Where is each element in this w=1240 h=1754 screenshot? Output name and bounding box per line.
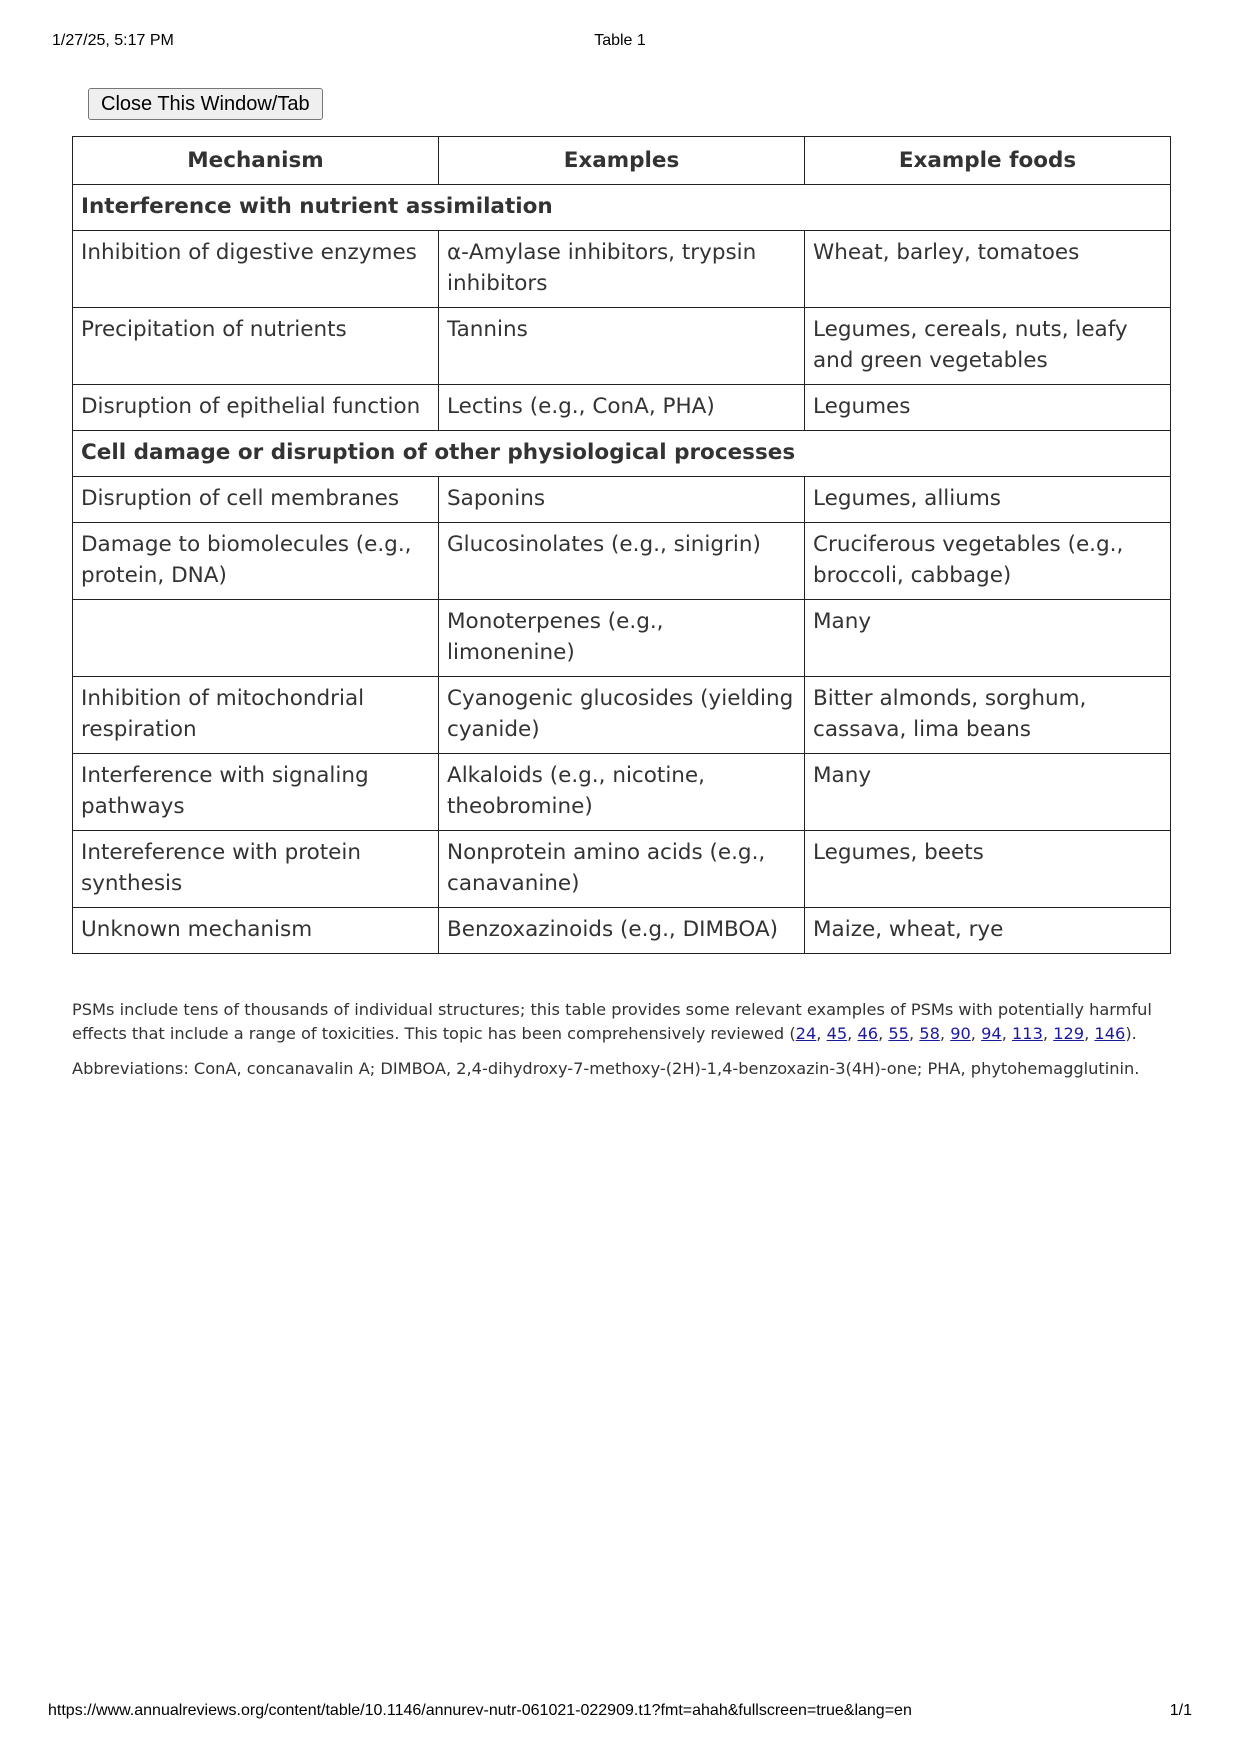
section-title: Interference with nutrient assimilation <box>73 185 1171 231</box>
footnote-paragraph: PSMs include tens of thousands of individual structures; this table provides some relevant examples of PSMs with potentially harmful effects that include a range of toxicities. This topic has been comprehensively reviewed (24, 45, 46, 55, 58, 90, 94, 113, 129, 146). <box>72 1000 1152 1043</box>
reference-link[interactable]: 94 <box>981 1024 1002 1043</box>
column-header-examples: Examples <box>439 137 805 185</box>
table-row <box>73 908 1171 954</box>
page-number: 1/1 <box>1169 1702 1192 1719</box>
example-foods-cell: Maize, wheat, rye <box>805 908 1171 954</box>
examples-cell: Glucosinolates (e.g., sinigrin) <box>439 523 805 600</box>
reference-link[interactable]: 146 <box>1094 1024 1126 1043</box>
table-row <box>73 831 1171 908</box>
example-foods-cell: Legumes, cereals, nuts, leafy and green vegetables <box>805 308 1171 385</box>
table-notes <box>72 998 1162 1092</box>
mechanism-cell: Precipitation of nutrients <box>73 308 439 385</box>
examples-cell: Cyanogenic glucosides (yielding cyanide) <box>439 677 805 754</box>
reference-link[interactable]: 113 <box>1012 1024 1043 1043</box>
mechanism-cell: Disruption of epithelial function <box>73 385 439 431</box>
mechanism-cell: Disruption of cell membranes <box>73 477 439 523</box>
reference-link[interactable]: 46 <box>857 1024 879 1043</box>
table-row <box>73 677 1171 754</box>
example-foods-cell: Legumes, alliums <box>805 477 1171 523</box>
example-foods-cell: Many <box>805 754 1171 831</box>
mechanism-cell: Damage to biomolecules (e.g., protein, DNA) <box>73 523 439 600</box>
mechanism-cell: Intereference with protein synthesis <box>73 831 439 908</box>
example-foods-cell: Wheat, barley, tomatoes <box>805 231 1171 308</box>
example-foods-cell: Many <box>805 600 1171 677</box>
section-row <box>73 185 1171 231</box>
mechanism-cell: Inhibition of digestive enzymes <box>73 231 439 308</box>
examples-cell: Nonprotein amino acids (e.g., canavanine) <box>439 831 805 908</box>
mechanism-cell: Unknown mechanism <box>73 908 439 954</box>
reference-link[interactable]: 55 <box>888 1024 909 1043</box>
examples-cell: Monoterpenes (e.g., limonenine) <box>439 600 805 677</box>
mechanism-cell <box>73 600 439 677</box>
table-row <box>73 385 1171 431</box>
reference-link[interactable]: 90 <box>950 1024 971 1043</box>
footnote-text: PSMs include tens of thousands of individual structures; this table provides some relevant examples of PSMs with potentially harmful effects that include a range of toxicities. This topic has been comprehensively reviewed ( <box>72 1000 1152 1043</box>
psm-table <box>72 136 1171 954</box>
table-header-row <box>73 137 1171 185</box>
table-row <box>73 477 1171 523</box>
examples-cell: Lectins (e.g., ConA, PHA) <box>439 385 805 431</box>
print-title: Table 1 <box>594 32 646 49</box>
column-header-mechanism: Mechanism <box>73 137 439 185</box>
mechanism-cell: Inhibition of mitochondrial respiration <box>73 677 439 754</box>
table-row <box>73 754 1171 831</box>
table-row <box>73 523 1171 600</box>
example-foods-cell: Cruciferous vegetables (e.g., broccoli, cabbage) <box>805 523 1171 600</box>
table-row <box>73 308 1171 385</box>
reference-link[interactable]: 45 <box>826 1024 848 1043</box>
print-footer <box>48 1702 1192 1724</box>
examples-cell: Tannins <box>439 308 805 385</box>
reference-link[interactable]: 129 <box>1053 1024 1085 1043</box>
table-row <box>73 231 1171 308</box>
close-window-button[interactable]: Close This Window/Tab <box>88 88 323 120</box>
example-foods-cell: Bitter almonds, sorghum, cassava, lima beans <box>805 677 1171 754</box>
print-header <box>52 32 1188 54</box>
table-row <box>73 600 1171 677</box>
section-title: Cell damage or disruption of other physiological processes <box>73 431 1171 477</box>
examples-cell: α-Amylase inhibitors, trypsin inhibitors <box>439 231 805 308</box>
examples-cell: Alkaloids (e.g., nicotine, theobromine) <box>439 754 805 831</box>
example-foods-cell: Legumes <box>805 385 1171 431</box>
mechanism-cell: Interference with signaling pathways <box>73 754 439 831</box>
reference-link[interactable]: 58 <box>919 1024 940 1043</box>
column-header-example-foods: Example foods <box>805 137 1171 185</box>
page-url: https://www.annualreviews.org/content/table/10.1146/annurev-nutr-061021-022909.t1?fmt=ahah&fullscreen=true&lang=en <box>48 1702 912 1719</box>
examples-cell: Benzoxazinoids (e.g., DIMBOA) <box>439 908 805 954</box>
footnote-end: ). <box>1125 1024 1137 1043</box>
examples-cell: Saponins <box>439 477 805 523</box>
print-date: 1/27/25, 5:17 PM <box>52 32 174 49</box>
abbreviations-paragraph: Abbreviations: ConA, concanavalin A; DIMBOA, 2,4-dihydroxy-7-methoxy-(2H)-1,4-benzoxazin-3(4H)-one; PHA, phytohemagglutinin. <box>72 1059 1140 1078</box>
section-row <box>73 431 1171 477</box>
reference-link[interactable]: 24 <box>795 1024 817 1043</box>
example-foods-cell: Legumes, beets <box>805 831 1171 908</box>
